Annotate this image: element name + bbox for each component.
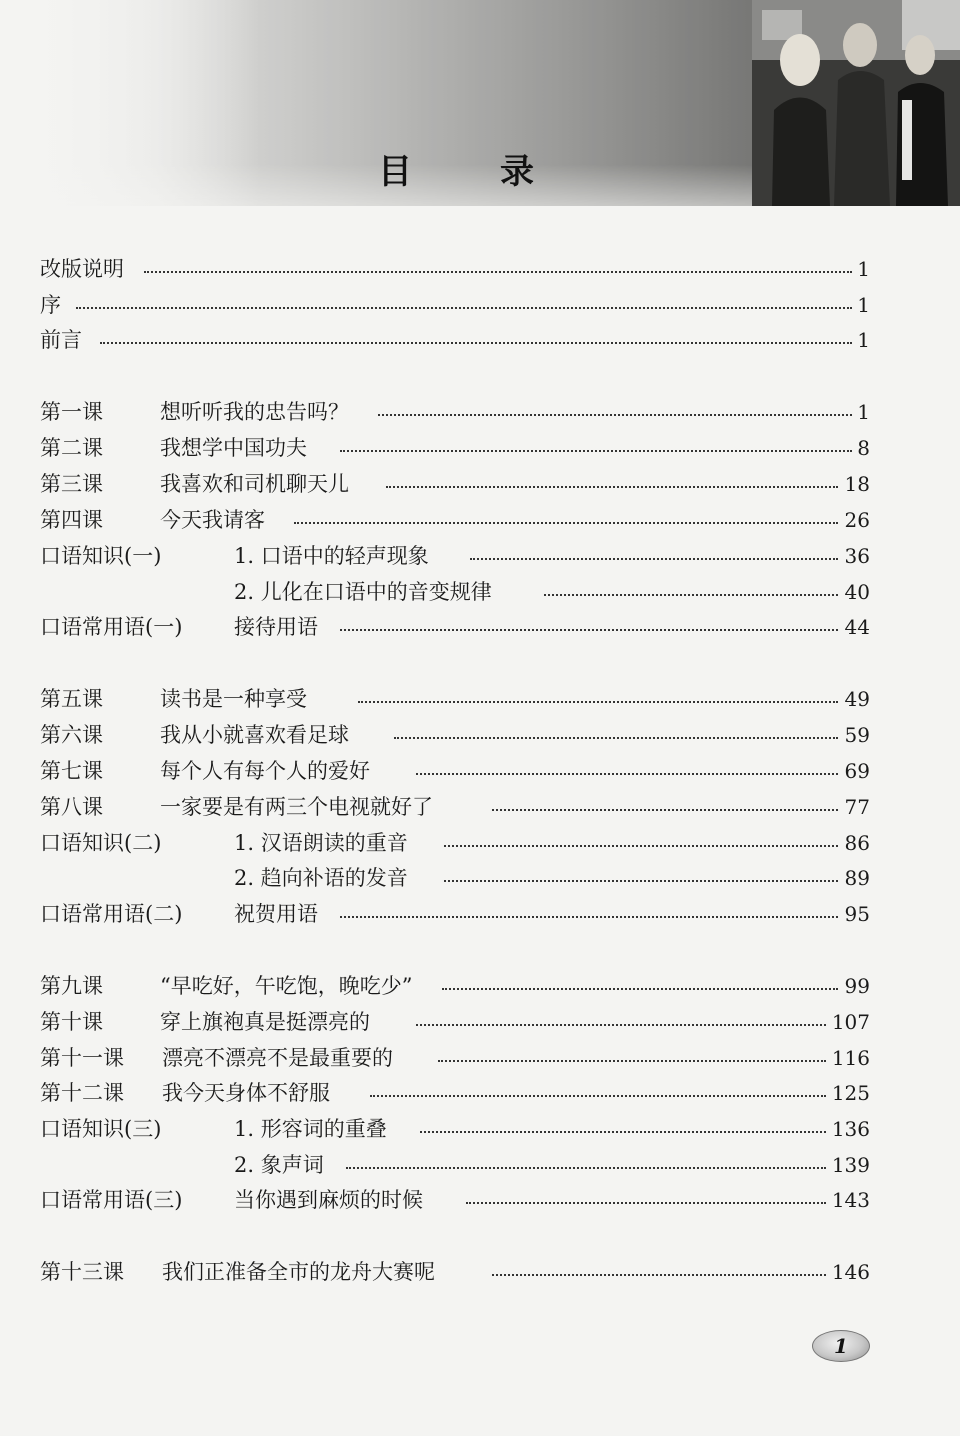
entry-title: 接待用语 xyxy=(234,615,318,639)
entry-label: 口语知识(三) xyxy=(40,1117,162,1141)
entry-page: 86 xyxy=(844,831,870,855)
entry-label: 第二课 xyxy=(40,436,103,460)
entry-title: 我从小就喜欢看足球 xyxy=(160,723,349,747)
leader-dots xyxy=(416,771,838,775)
leader-dots xyxy=(100,340,852,344)
entry-title: “早吃好，午吃饱，晚吃少” xyxy=(160,974,413,998)
entry-label: 第五课 xyxy=(40,687,103,711)
entry-title: 2. 象声词 xyxy=(234,1153,324,1177)
entry-page: 107 xyxy=(831,1010,870,1034)
toc-entry[interactable] xyxy=(40,1255,870,1289)
entry-label: 第三课 xyxy=(40,472,103,496)
toc-entry[interactable] xyxy=(40,467,870,501)
entry-title: 一家要是有两三个电视就好了 xyxy=(160,795,433,819)
title-char-2: 录 xyxy=(500,152,534,192)
entry-page: 69 xyxy=(844,759,870,783)
entry-page: 1 xyxy=(857,293,870,317)
toc-entry[interactable] xyxy=(40,682,870,716)
leader-dots xyxy=(144,269,852,273)
leader-dots xyxy=(386,484,838,488)
entry-page: 95 xyxy=(844,902,870,926)
entry-page: 139 xyxy=(831,1153,870,1177)
page-number-badge: 1 xyxy=(812,1330,870,1362)
leader-dots xyxy=(358,699,838,703)
entry-title: 漂亮不漂亮不是最重要的 xyxy=(162,1046,393,1070)
entry-page: 18 xyxy=(844,472,870,496)
toc-entry[interactable] xyxy=(40,1076,870,1110)
leader-dots xyxy=(76,305,852,309)
entry-page: 116 xyxy=(831,1046,870,1070)
entry-title: 当你遇到麻烦的时候 xyxy=(234,1188,423,1212)
entry-title: 我想学中国功夫 xyxy=(160,436,307,460)
leader-dots xyxy=(492,807,838,811)
entry-label: 第九课 xyxy=(40,974,103,998)
entry-page: 136 xyxy=(831,1117,870,1141)
toc-entry-front-1[interactable] xyxy=(40,252,870,286)
toc-entry[interactable] xyxy=(40,718,870,752)
toc-entry[interactable] xyxy=(40,826,870,860)
toc-entry-front-2[interactable] xyxy=(40,288,870,322)
entry-page: 8 xyxy=(857,436,870,460)
entry-label: 序 xyxy=(40,293,61,317)
entry-label: 第十课 xyxy=(40,1010,103,1034)
leader-dots xyxy=(340,627,838,631)
leader-dots xyxy=(492,1272,826,1276)
entry-label: 第七课 xyxy=(40,759,103,783)
leader-dots xyxy=(544,592,838,596)
entry-label: 口语常用语(二) xyxy=(40,902,183,926)
entry-title: 穿上旗袍真是挺漂亮的 xyxy=(160,1010,370,1034)
toc-entry[interactable] xyxy=(40,395,870,429)
toc-entry[interactable] xyxy=(40,1148,870,1182)
entry-page: 146 xyxy=(831,1260,870,1284)
toc-entry[interactable] xyxy=(40,503,870,537)
entry-title: 1. 口语中的轻声现象 xyxy=(234,544,429,568)
entry-label: 第十三课 xyxy=(40,1260,124,1284)
entry-title: 1. 形容词的重叠 xyxy=(234,1117,387,1141)
entry-page: 1 xyxy=(857,400,870,424)
leader-dots xyxy=(466,1200,826,1204)
leader-dots xyxy=(438,1058,826,1062)
toc-entry[interactable] xyxy=(40,969,870,1003)
leader-dots xyxy=(420,1129,826,1133)
toc-entry[interactable] xyxy=(40,1183,870,1217)
leader-dots xyxy=(444,878,838,882)
entry-label: 第八课 xyxy=(40,795,103,819)
entry-title: 我喜欢和司机聊天儿 xyxy=(160,472,349,496)
toc-entry-front-3[interactable] xyxy=(40,323,870,357)
entry-title: 我们正准备全市的龙舟大赛呢 xyxy=(162,1260,435,1284)
leader-dots xyxy=(340,448,852,452)
entry-title: 2. 趋向补语的发音 xyxy=(234,866,408,890)
entry-title: 每个人有每个人的爱好 xyxy=(160,759,370,783)
leader-dots xyxy=(378,412,852,416)
entry-page: 26 xyxy=(844,508,870,532)
entry-label: 口语常用语(三) xyxy=(40,1188,183,1212)
entry-page: 36 xyxy=(844,544,870,568)
entry-page: 59 xyxy=(844,723,870,747)
entry-label: 口语知识(一) xyxy=(40,544,162,568)
entry-label: 前言 xyxy=(40,328,82,352)
toc-entry[interactable] xyxy=(40,539,870,573)
entry-title: 我今天身体不舒服 xyxy=(162,1081,330,1105)
entry-title: 1. 汉语朗读的重音 xyxy=(234,831,408,855)
leader-dots xyxy=(370,1093,826,1097)
entry-label: 第六课 xyxy=(40,723,103,747)
entry-page: 125 xyxy=(831,1081,870,1105)
entry-page: 49 xyxy=(844,687,870,711)
entry-page: 89 xyxy=(844,866,870,890)
toc-entry[interactable] xyxy=(40,1112,870,1146)
entry-label: 第一课 xyxy=(40,400,103,424)
toc-entry[interactable] xyxy=(40,861,870,895)
entry-page: 1 xyxy=(857,328,870,352)
entry-title: 今天我请客 xyxy=(160,508,265,532)
leader-dots xyxy=(444,843,838,847)
toc-entry[interactable] xyxy=(40,610,870,644)
entry-label: 口语知识(二) xyxy=(40,831,162,855)
entry-page: 1 xyxy=(857,257,870,281)
entry-page: 143 xyxy=(831,1188,870,1212)
toc-entry[interactable] xyxy=(40,1041,870,1075)
entry-title: 读书是一种享受 xyxy=(160,687,307,711)
leader-dots xyxy=(442,986,838,990)
title-char-1: 目 xyxy=(378,152,412,192)
entry-label: 第十二课 xyxy=(40,1081,124,1105)
leader-dots xyxy=(340,914,838,918)
toc-entry[interactable] xyxy=(40,754,870,788)
leader-dots xyxy=(416,1022,826,1026)
toc-entry[interactable] xyxy=(40,897,870,931)
entry-title: 2. 儿化在口语中的音变规律 xyxy=(234,580,492,604)
leader-dots xyxy=(470,556,838,560)
entry-label: 第四课 xyxy=(40,508,103,532)
leader-dots xyxy=(294,520,838,524)
entry-page: 77 xyxy=(844,795,870,819)
toc-entry[interactable] xyxy=(40,1005,870,1039)
toc-entry[interactable] xyxy=(40,575,870,609)
entry-title: 想听听我的忠告吗？ xyxy=(160,400,349,424)
toc-entry[interactable] xyxy=(40,431,870,465)
entry-page: 44 xyxy=(844,615,870,639)
entry-page: 40 xyxy=(844,580,870,604)
leader-dots xyxy=(346,1165,826,1169)
entry-page: 99 xyxy=(844,974,870,998)
entry-title: 祝贺用语 xyxy=(234,902,318,926)
entry-label: 改版说明 xyxy=(40,257,124,281)
leader-dots xyxy=(394,735,838,739)
toc-entry[interactable] xyxy=(40,790,870,824)
entry-label: 第十一课 xyxy=(40,1046,124,1070)
entry-label: 口语常用语(一) xyxy=(40,615,183,639)
